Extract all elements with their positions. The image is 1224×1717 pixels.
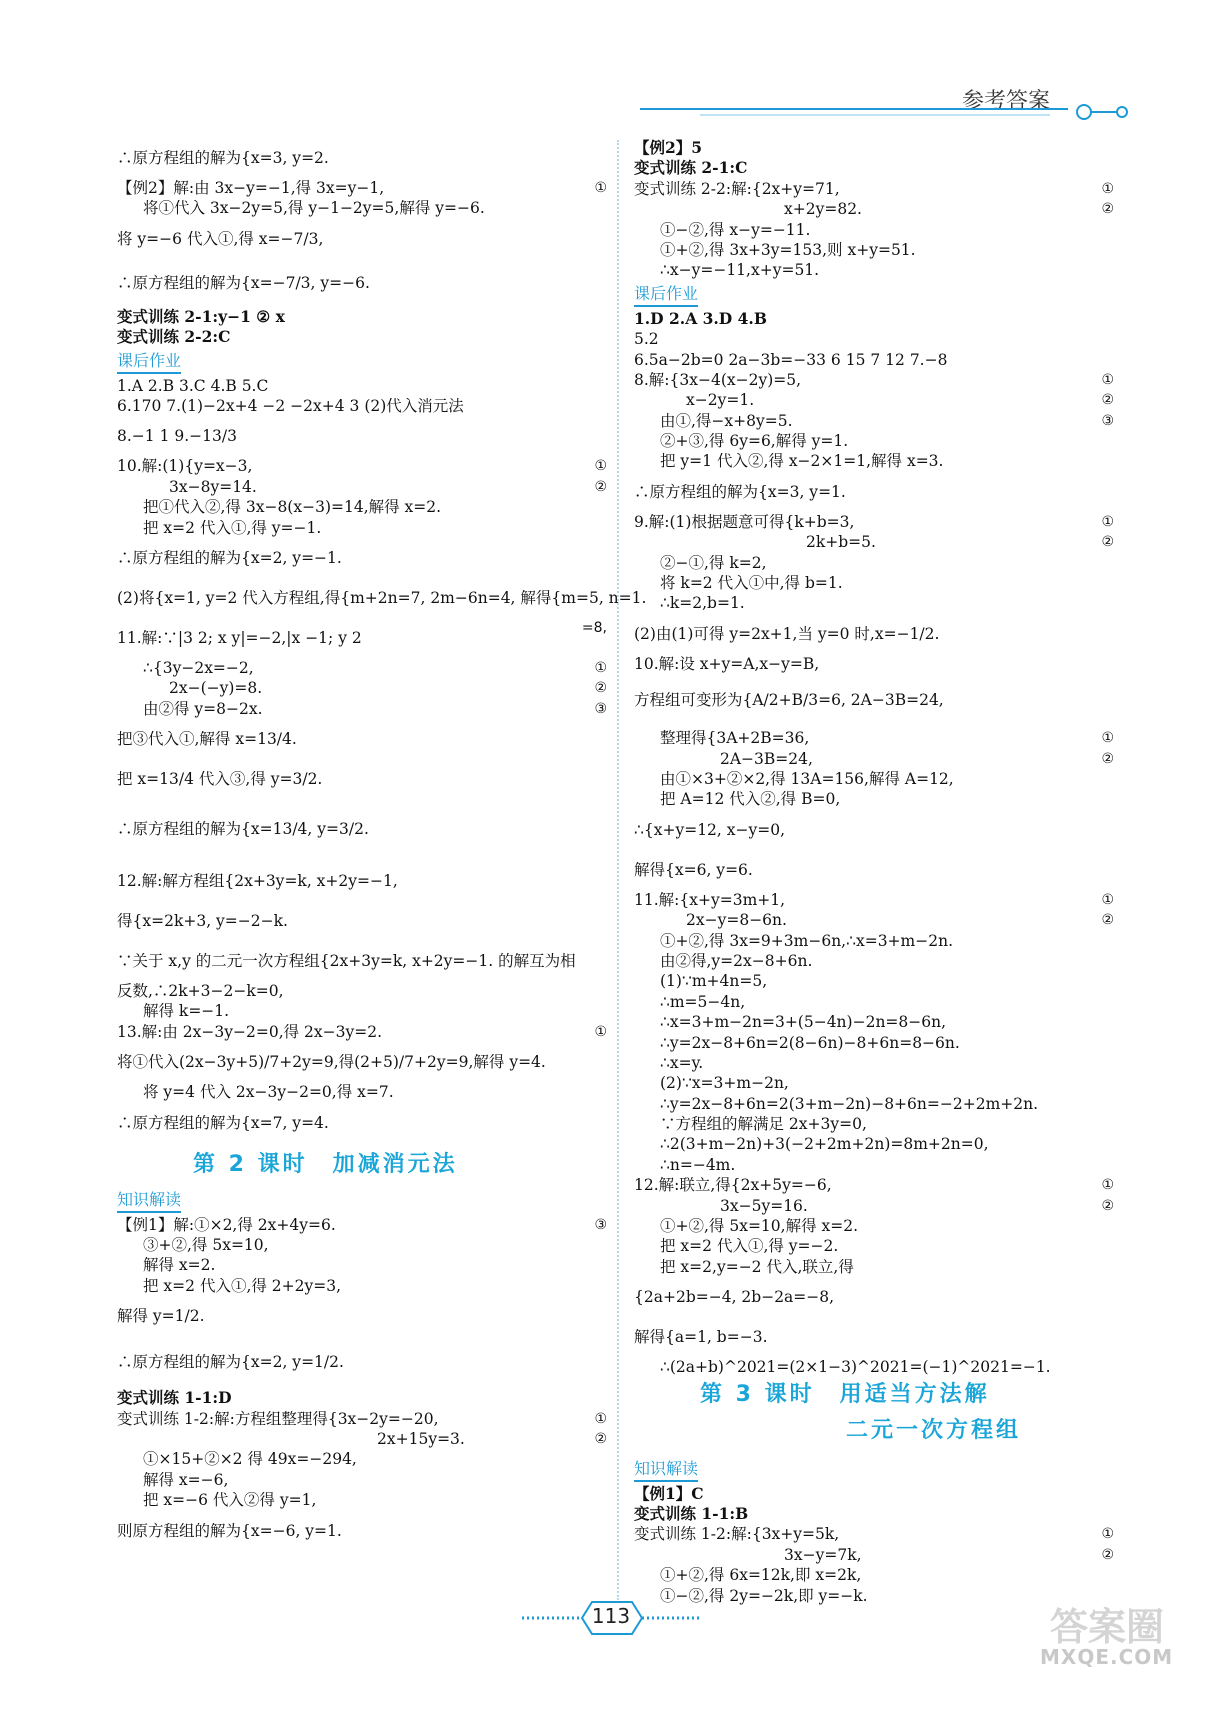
answer-line: 解得 x=−6, xyxy=(143,1470,229,1489)
answer-line: 10.解:设 x+y=A,x−y=B, xyxy=(634,654,820,673)
answer-line: ∴原方程组的解为{x=−7/3, y=−6. xyxy=(117,273,370,292)
answer-line: 把 A=12 代入②,得 B=0, xyxy=(660,790,841,809)
answer-line: 解得{x=6, y=6. xyxy=(634,860,753,879)
answer-line: 把 y=1 代入②,得 x−2×1=1,解得 x=3. xyxy=(660,452,944,471)
equation-number: ① xyxy=(1101,1526,1114,1543)
answer-line: 反数,∴2k+3−2−k=0, xyxy=(117,982,284,1001)
answer-line: 2A−3B=24, ② xyxy=(720,749,1114,768)
answer-line: ∴x−y=−11,x+y=51. xyxy=(660,261,820,280)
answer-line: ∴(2a+b)^2021=(2×1−3)^2021=(−1)^2021=−1. xyxy=(660,1358,1051,1377)
answer-line: 变式训练 1-2:解:方程组整理得{3x−2y=−20, ① xyxy=(117,1409,607,1428)
answer-line: ∵关于 x,y 的二元一次方程组{2x+3y=k, x+2y=−1. 的解互为相 xyxy=(117,952,576,971)
right-column xyxy=(634,138,1114,1606)
answer-line: ∴{3y−2x=−2, ① xyxy=(143,658,607,677)
answer-line: 11.解:∵|3 2; x y|=−2,|x −1; y 2 =8, xyxy=(117,619,607,647)
equation-number: ② xyxy=(1101,1546,1114,1563)
equation-number: ② xyxy=(1101,201,1114,218)
answer-line: ①+②,得 6x=12k,即 x=2k, xyxy=(660,1566,862,1585)
equation-number: ② xyxy=(594,680,607,697)
answer-line: 2x−(−y)=8. ② xyxy=(169,679,607,698)
equation-number: ① xyxy=(1101,730,1114,747)
equation-number: ① xyxy=(1101,513,1114,530)
answer-line: 【例2】解:由 3x−y=−1,得 3x=y−1, ① xyxy=(117,179,607,197)
answer-line: 将 y=4 代入 2x−3y−2=0,得 x=7. xyxy=(143,1083,394,1102)
answer-line: ∴原方程组的解为{x=7, y=4. xyxy=(117,1113,329,1132)
answer-line: 由①,得−x+8y=5. ③ xyxy=(660,411,1114,430)
header-title: 参考答案 xyxy=(962,89,1051,114)
answer-line: 6.5a−2b=0 2a−3b=−33 6 15 7 12 7.−8 xyxy=(634,350,948,369)
answer-line: 解得 k=−1. xyxy=(143,1002,230,1021)
section-label: 课后作业 xyxy=(634,281,1114,309)
equation-number: ② xyxy=(1101,1197,1114,1214)
answer-line: ∴原方程组的解为{x=3, y=2. xyxy=(117,149,329,167)
section-label: 课后作业 xyxy=(117,348,607,376)
lesson-title: 二元一次方程组 xyxy=(846,1417,1022,1443)
answer-line: (2)由(1)可得 y=2x+1,当 y=0 时,x=−1/2. xyxy=(634,624,940,643)
answer-line: 解得 y=1/2. xyxy=(117,1307,205,1326)
answer-line: (2)将{x=1, y=2 代入方程组,得{m+2n=7, 2m−6n=4, 解得{m=5, n=1. xyxy=(117,588,647,607)
equation-number: ② xyxy=(594,1430,607,1447)
answer-line: 将①代入 3x−2y=5,得 y−1−2y=5,解得 y=−6. xyxy=(143,199,485,218)
lesson-title: 第 3 课时 用适当方法解 xyxy=(700,1381,990,1407)
answer-line: 2x−y=8−6n. ② xyxy=(686,911,1114,930)
answer-line: 变式训练 2-1:C xyxy=(634,158,748,178)
equation-number: ② xyxy=(1101,392,1114,409)
left-column xyxy=(117,138,647,1551)
answer-line: ∴n=−4m. xyxy=(660,1155,736,1174)
answer-line: 8.−1 1 9.−13/3 xyxy=(117,427,237,446)
answer-line: ①+②,得 3x+3y=153,则 x+y=51. xyxy=(660,240,916,259)
answer-line: ①+②,得 5x=10,解得 x=2. xyxy=(660,1217,859,1236)
column-divider xyxy=(617,140,619,1600)
equation-number: ① xyxy=(594,659,607,676)
answer-line: 把 x=2 代入①,得 y=−2. xyxy=(660,1237,839,1256)
answer-line: ∴y=2x−8+6n=2(8−6n)−8+6n=8−6n. xyxy=(660,1033,960,1052)
watermark-logo: 答案圈 xyxy=(1050,1605,1165,1649)
equation-number: ① xyxy=(1101,371,1114,388)
answer-line: ①×15+②×2 得 49x=−294, xyxy=(143,1450,357,1469)
answer-line: 把 x=2,y=−2 代入,联立,得 xyxy=(660,1257,854,1276)
answer-line: 3x−y=7k, ② xyxy=(784,1545,1114,1564)
answer-line: 把 x=2 代入①,得 y=−1. xyxy=(143,518,322,537)
answer-line: ∴m=5−4n, xyxy=(660,992,746,1011)
answer-line: 1.D 2.A 3.D 4.B xyxy=(634,308,767,328)
answer-line: 由①×3+②×2,得 13A=156,解得 A=12, xyxy=(660,769,954,788)
answer-line: 2k+b=5. ② xyxy=(806,533,1114,552)
answer-line: 9.解:(1)根据题意可得{k+b=3, ① xyxy=(634,512,1114,531)
answer-line: 把 x=13/4 代入③,得 y=3/2. xyxy=(117,770,323,789)
answer-line: 3x−8y=14. ② xyxy=(169,477,607,496)
equation-number: ① xyxy=(594,1023,607,1040)
answer-line: 把 x=−6 代入②得 y=1, xyxy=(143,1491,317,1510)
section-label: 知识解读 xyxy=(634,1456,1114,1484)
answer-line: 【例1】解:①×2,得 2x+4y=6. ③ xyxy=(117,1215,607,1234)
answer-line: ∴x=y. xyxy=(660,1053,704,1072)
answer-line: 13.解:由 2x−3y−2=0,得 2x−3y=2. ① xyxy=(117,1022,607,1041)
equation-number: ① xyxy=(1101,1177,1114,1194)
answer-line: 将①代入(2x−3y+5)/7+2y=9,得(2+5)/7+2y=9,解得 y=4. xyxy=(117,1053,546,1072)
answer-line: 变式训练 2-2:解:{2x+y=71, ① xyxy=(634,179,1114,198)
answer-line: ∴{x+y=12, x−y=0, xyxy=(634,820,786,839)
equation-number: ① xyxy=(1101,180,1114,197)
answer-line: 3x−5y=16. ② xyxy=(720,1196,1114,1215)
answer-line: 方程组可变形为{A/2+B/3=6, 2A−3B=24, xyxy=(634,691,944,710)
answer-line: 把③代入①,解得 x=13/4. xyxy=(117,730,297,749)
answer-line: 【例2】5 xyxy=(634,138,703,157)
answer-line: (2)∵x=3+m−2n, xyxy=(660,1074,789,1093)
answer-line: 将 k=2 代入①中,得 b=1. xyxy=(660,574,843,593)
equation-number: ① xyxy=(594,458,607,475)
answer-line: 12.解:解方程组{2x+3y=k, x+2y=−1, xyxy=(117,872,398,891)
answer-line: 把①代入②,得 3x−8(x−3)=14,解得 x=2. xyxy=(143,498,442,517)
answer-line: ∴k=2,b=1. xyxy=(660,594,745,613)
equation-number: =8, xyxy=(581,619,607,636)
answer-line: 变式训练 1-1:B xyxy=(634,1503,749,1523)
answer-line: 1.A 2.B 3.C 4.B 5.C xyxy=(117,376,269,395)
equation-number: ① xyxy=(594,180,607,196)
answer-line: ∴y=2x−8+6n=2(3+m−2n)−8+6n=−2+2m+2n. xyxy=(660,1094,1039,1113)
equation-number: ② xyxy=(594,478,607,495)
answer-line: 整理得{3A+2B=36, ① xyxy=(660,729,1114,748)
equation-number: ② xyxy=(1101,912,1114,929)
answer-line: 由②得,y=2x−8+6n. xyxy=(660,951,813,970)
answer-line: {2a+2b=−4, 2b−2a=−8, xyxy=(634,1288,835,1307)
equation-number: ③ xyxy=(594,1216,607,1233)
answer-line: ②−①,得 k=2, xyxy=(660,553,767,572)
equation-number: ① xyxy=(1101,891,1114,908)
equation-number: ③ xyxy=(594,700,607,717)
answer-line: 【例1】C xyxy=(634,1483,704,1503)
answer-line: 变式训练 1-1:D xyxy=(117,1388,232,1408)
answer-line: ①−②,得 x−y=−11. xyxy=(660,220,811,239)
answer-line: 12.解:联立,得{2x+5y=−6, ① xyxy=(634,1176,1114,1195)
answer-line: 变式训练 2-2:C xyxy=(117,327,231,347)
answer-line: 得{x=2k+3, y=−2−k. xyxy=(117,912,288,931)
answer-line: 6.170 7.(1)−2x+4 −2 −2x+4 3 (2)代入消元法 xyxy=(117,396,464,415)
answer-line: (1)∵m+4n=5, xyxy=(660,972,768,991)
answer-line: ∴原方程组的解为{x=13/4, y=3/2. xyxy=(117,820,369,839)
answer-line: ①−②,得 2y=−2k,即 y=−k. xyxy=(660,1586,868,1605)
answer-line: 变式训练 2-1:y−1 ② x xyxy=(117,306,285,326)
answer-line: ∴2(3+m−2n)+3(−2+2m+2n)=8m+2n=0, xyxy=(660,1135,989,1154)
answer-line: ∴原方程组的解为{x=2, y=1/2. xyxy=(117,1353,344,1372)
answer-line: 由②得 y=8−2x. ③ xyxy=(143,699,607,718)
answer-line: x−2y=1. ② xyxy=(686,391,1114,410)
equation-number: ② xyxy=(1101,750,1114,767)
answer-line: ①+②,得 3x=9+3m−6n,∴x=3+m−2n. xyxy=(660,931,953,950)
section-label: 知识解读 xyxy=(117,1187,607,1215)
page-header xyxy=(0,0,1224,140)
answer-line: ∴x=3+m−2n=3+(5−4n)−2n=8−6n, xyxy=(660,1013,947,1032)
answer-line: 把 x=2 代入①,得 2+2y=3, xyxy=(143,1276,342,1295)
answer-line: 变式训练 1-2:解:{3x+y=5k, ① xyxy=(634,1525,1114,1544)
lesson-title: 第 2 课时 加减消元法 xyxy=(193,1151,458,1177)
equation-number: ② xyxy=(1101,534,1114,551)
answer-line: 解得{a=1, b=−3. xyxy=(634,1328,768,1347)
answer-line: 11.解:{x+y=3m+1, ① xyxy=(634,890,1114,909)
answer-line: 将 y=−6 代入①,得 x=−7/3, xyxy=(117,229,324,248)
answer-line: 解得 x=2. xyxy=(143,1256,216,1275)
equation-number: ③ xyxy=(1101,412,1114,429)
page-number: 113 xyxy=(591,1604,631,1628)
answer-line: ③+②,得 5x=10, xyxy=(143,1236,269,1255)
answer-line: 2x+15y=3. ② xyxy=(377,1429,607,1448)
answer-line: 10.解:(1){y=x−3, ① xyxy=(117,457,607,476)
equation-number: ① xyxy=(594,1410,607,1427)
answer-line: ∴原方程组的解为{x=3, y=1. xyxy=(634,482,846,501)
answer-line: x+2y=82. ② xyxy=(784,200,1114,219)
answer-line: ∴原方程组的解为{x=2, y=−1. xyxy=(117,548,342,567)
header-decoration xyxy=(0,0,1224,140)
answer-line: 5.2 xyxy=(634,330,659,349)
watermark-text: MXQE.COM xyxy=(1040,1645,1174,1669)
answer-line: 则原方程组的解为{x=−6, y=1. xyxy=(117,1521,342,1540)
answer-line: ∵方程组的解满足 2x+3y=0, xyxy=(660,1115,867,1134)
answer-line: 8.解:{3x−4(x−2y)=5, ① xyxy=(634,370,1114,389)
answer-line: ②+③,得 6y=6,解得 y=1. xyxy=(660,432,849,451)
